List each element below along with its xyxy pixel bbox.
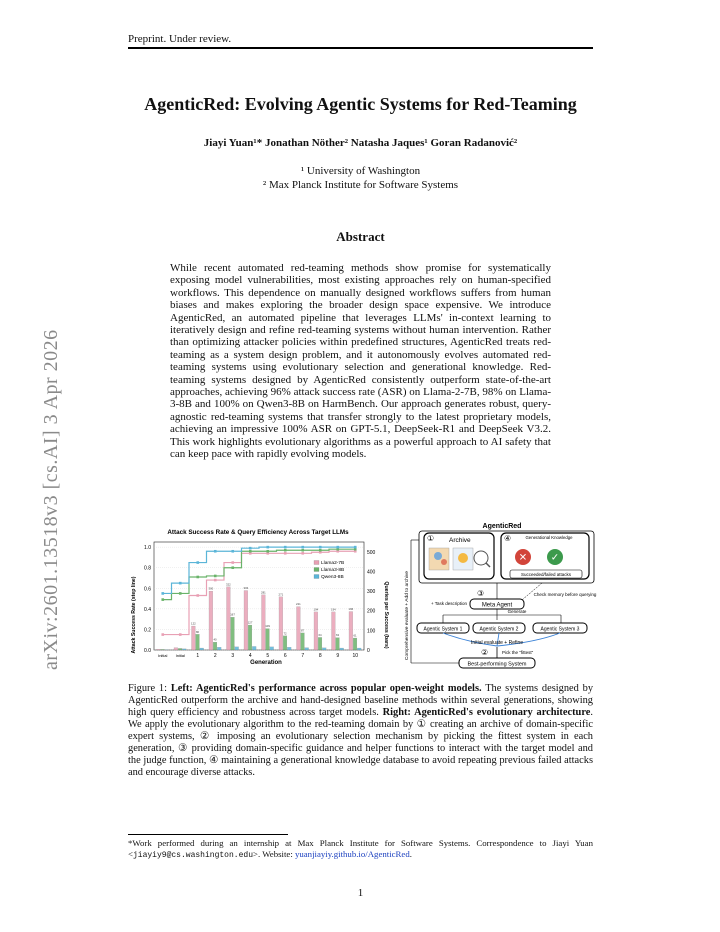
asr-point-Qwen3-8B [284,546,287,549]
pick-fittest-label: Pick the "fittest" [502,650,534,655]
bar-value-label: 40 [213,637,217,642]
bar-Llama2-7B [297,607,301,650]
legend-swatch [314,568,319,572]
asr-point-Qwen3-8B [214,550,217,553]
bar-value-label: 63 [335,633,340,638]
legend-label: Llama3-8B [321,568,345,573]
bar-value-label: 127 [247,620,253,625]
asr-point-Llama2-7B [179,633,182,636]
asr-point-Qwen3-8B [301,546,304,549]
bar-Llama2-7B [262,595,266,650]
bar-Llama3-8B [178,648,182,650]
bar-Llama3-8B [283,636,287,650]
x-tick-label: 4 [248,653,252,659]
system-2-label: Agentic System 2 [479,626,519,633]
asr-point-Qwen3-8B [319,546,322,549]
archive-label: Archive [449,537,471,544]
svg-text:✕: ✕ [518,552,528,564]
bar-value-label: 194 [313,607,319,612]
bar-Llama2-7B [332,612,336,650]
step-1-marker: ① [427,534,435,543]
asr-point-Llama2-7B [231,561,234,564]
bar-value-label: 61 [353,633,357,638]
bar-Qwen3-8B [270,647,274,650]
bar-Qwen3-8B [340,648,344,650]
bar-Llama2-7B [314,612,318,650]
asr-point-Llama3-8B [249,550,252,553]
asr-point-Qwen3-8B [354,546,357,549]
asr-point-Llama3-8B [284,549,287,552]
legend-label: Llama2-7B [321,561,345,566]
asr-query-chart [124,520,392,670]
task-description-label: + Task description [430,601,468,606]
asr-point-Llama2-7B [284,552,287,555]
bar-value-label: 271 [278,592,284,597]
bar-Llama3-8B [301,633,305,650]
y2-tick-label: 300 [367,589,376,596]
x-tick-label: 7 [301,653,305,659]
asr-point-Qwen3-8B [196,561,199,564]
bar-Llama2-7B [209,591,213,650]
header-rule [128,47,593,49]
meta-agent-label: Meta Agent [481,602,513,609]
author-list: Jiayi Yuan¹* Jonathan Nöther² Natasha Jaques¹ Goran Radanović² [203,137,518,149]
y-tick-label: 1.0 [144,545,151,552]
email-address[interactable]: jiayiy9@cs.washington.edu [132,851,253,860]
chart-x-label: Generation [250,660,282,666]
y2-tick-label: 500 [367,549,376,556]
x-tick-label: 2 [213,653,217,659]
bar-value-label: 322 [226,582,231,587]
knowledge-label: Generational Knowledge [525,535,573,540]
check-memory-label: Check memory before querying [533,592,597,597]
bar-Llama3-8B [318,637,322,650]
bar-Llama3-8B [196,634,200,650]
bar-value-label: 303 [243,586,249,591]
arxiv-stamp: arXiv:2601.13518v3 [cs.AI] 3 Apr 2026 [40,329,62,670]
bar-Qwen3-8B [305,648,309,650]
bar-Llama2-7B [157,649,161,650]
bar-Llama2-7B [279,597,283,650]
bar-Qwen3-8B [322,648,326,650]
bar-Llama2-7B [174,648,178,650]
chart-title: Attack Success Rate & Query Efficiency Across Target LLMs [167,529,349,536]
asr-point-Qwen3-8B [231,550,234,553]
bar-value-label: 196 [348,607,354,612]
y-tick-label: 0.0 [144,648,151,654]
asr-point-Qwen3-8B [336,546,339,549]
bar-Llama3-8B [266,629,270,650]
bar-Qwen3-8B [252,646,256,650]
asr-point-Qwen3-8B [249,547,252,550]
footnote-rule [128,834,288,835]
footnote: *Work performed during an internship at Max Planck Institute for Software Systems. Correspondence to Jiayi Yuan <jiayiy9@cs.washington.edu>. Website: yuanjiayiy.github.io/AgenticRed. [128,838,593,860]
asr-point-Llama3-8B [214,575,217,578]
bar-value-label: 109 [265,624,270,629]
website-link[interactable]: yuanjiayiy.github.io/AgenticRed [294,849,410,859]
affiliation-1: ¹ University of Washington [300,165,421,177]
y-tick-label: 0.4 [144,606,151,613]
best-system-label: Best-performing System [467,661,527,668]
x-tick-label: Initial [175,653,185,658]
chart-y2-label: Queries per Success (bars) [383,581,389,649]
asr-point-Llama3-8B [266,550,269,553]
x-tick-label: 9 [336,653,340,659]
x-tick-label: Initial [158,653,168,658]
y-tick-label: 0.8 [144,565,151,572]
bar-Qwen3-8B [357,648,361,650]
bar-value-label: 80 [195,629,200,634]
asr-point-Llama2-7B [196,594,199,597]
bar-Qwen3-8B [200,648,204,650]
bar-value-label: 281 [261,590,266,595]
step-4-marker: ④ [504,534,512,543]
x-tick-label: 5 [266,653,270,659]
asr-point-Qwen3-8B [266,546,269,549]
asr-point-Llama3-8B [231,566,234,569]
asr-point-Llama3-8B [301,549,304,552]
y2-tick-label: 100 [367,628,376,635]
y2-tick-label: 200 [367,608,376,615]
bar-Llama3-8B [161,649,165,650]
bar-Qwen3-8B [287,647,291,650]
x-tick-label: 1 [196,653,200,659]
abstract-heading: Abstract [336,229,385,244]
generate-label: Generate [507,609,527,614]
y-tick-label: 0.6 [144,586,151,593]
bar-Qwen3-8B [182,649,186,650]
asr-point-Llama3-8B [161,598,164,601]
y-tick-label: 0.2 [144,627,151,634]
asr-point-Llama2-7B [214,579,217,582]
asr-point-Llama3-8B [319,549,322,552]
architecture-diagram [397,520,597,670]
side-loop-label: Comprehensive evaluate + Add to archive [405,571,410,660]
x-tick-label: 8 [318,653,322,659]
paper-title: AgenticRed: Evolving Agentic Systems for Red-Teaming [144,94,577,114]
bar-Llama3-8B [231,617,235,650]
bar-value-label: 221 [296,602,301,607]
bar-Llama3-8B [248,625,252,650]
step-3-marker: ③ [477,589,485,598]
legend-label: Qwen3-8B [321,575,344,580]
system-3-label: Agentic System 3 [540,626,580,633]
bar-value-label: 72 [283,631,287,636]
x-tick-label: 3 [231,653,235,659]
bar-Llama2-7B [349,612,353,650]
x-tick-label: 6 [283,653,287,659]
bar-Llama2-7B [192,626,196,650]
bar-value-label: 87 [300,628,305,633]
figure-caption: Figure 1: Left: AgenticRed's performance across popular open-weight models. The systems designed by AgenticRed outperform the archive and hand-designed baseline methods within several generations, showing high query efficiency and robustness across target models. Right: AgenticRed's evolutionary architecture. We apply the evolutionary algorithm to the red-teaming domain by ① creating an archive of domain-specific expert systems, ② imposing an evolutionary selection mechanism by picking the fittest system in each generation, ③ providing domain-specific guidance and helper functions to interact with the target model and the judge function, ④ maintaining a generational knowledge database to avoid repeating previous failed attacks and encourage diverse attacks. [128,683,594,778]
attacks-label: Succeeded/failed attacks [520,572,572,577]
x-tick-label: 10 [352,653,359,659]
running-header: Preprint. Under review. [128,33,232,45]
y2-tick-label: 400 [367,569,376,576]
affiliation-2: ² Max Planck Institute for Software Systems [262,179,459,191]
bar-value-label: 122 [191,621,196,626]
asr-point-Qwen3-8B [161,592,164,595]
step-2-marker: ② [481,648,489,657]
bar-value-label: 64 [318,632,322,637]
system-1-label: Agentic System 1 [423,626,463,633]
asr-point-Llama2-7B [161,633,164,636]
abstract-body: While recent automated red-teaming methods show promise for systematically exposing model vulnerabilities, most existing approaches rely on human-specified workflows. This dependence on manually designed workflows suffers from human biases and makes exploring the broader design space expensive. We introduce AgenticRed, an automated pipeline that leverages LLMs' in-context learning to iteratively design and refine red-teaming systems without human intervention. Rather than optimizing attacker policies within predefined structures, AgenticRed treats red-teaming as a system design problem, and it autonomously evolves automated red-teaming systems using evolutionary selection and generational knowledge. Red-teaming systems designed by AgenticRed consistently outperform state-of-the-art approaches, achieving 96% attack success rate (ASR) on Llama-2-7B, 98% on Llama-3-8B and 100% on Qwen3-8B on HarmBench. Our approach generates robust, query-agnostic red-teaming systems that transfer strongly to the latest proprietary models, achieving an impressive 100% ASR on GPT-5.1, DeepSeek-R1 and DeepSeek V3.2. This work highlights evolutionary algorithms as a powerful approach to AI safety that can keep pace with rapidly evolving models. [170,262,551,461]
svg-text:✓: ✓ [550,552,560,564]
diagram-title: AgenticRed [482,523,522,530]
initial-evaluate-label: Initial evaluate + Refine [470,640,524,646]
bar-Llama2-7B [227,587,231,650]
y2-tick-label: 0 [367,648,370,654]
page-number: 1 [357,887,364,899]
asr-point-Llama3-8B [179,592,182,595]
bar-value-label: 194 [331,607,336,612]
asr-point-Qwen3-8B [179,582,182,585]
legend-swatch [314,561,319,565]
chart-y-label: Attack Success Rate (step line) [131,576,137,654]
asr-point-Llama3-8B [196,576,199,579]
asr-point-Llama2-7B [301,552,304,555]
bar-Llama3-8B [353,638,357,650]
chart-plot-area [144,542,376,659]
bar-Llama3-8B [336,638,340,650]
bar-value-label: 300 [208,586,214,591]
bar-Qwen3-8B [235,647,239,650]
bar-value-label: 167 [230,612,235,617]
bar-Llama3-8B [213,642,217,650]
bar-Qwen3-8B [217,647,221,650]
legend-swatch [314,575,319,579]
